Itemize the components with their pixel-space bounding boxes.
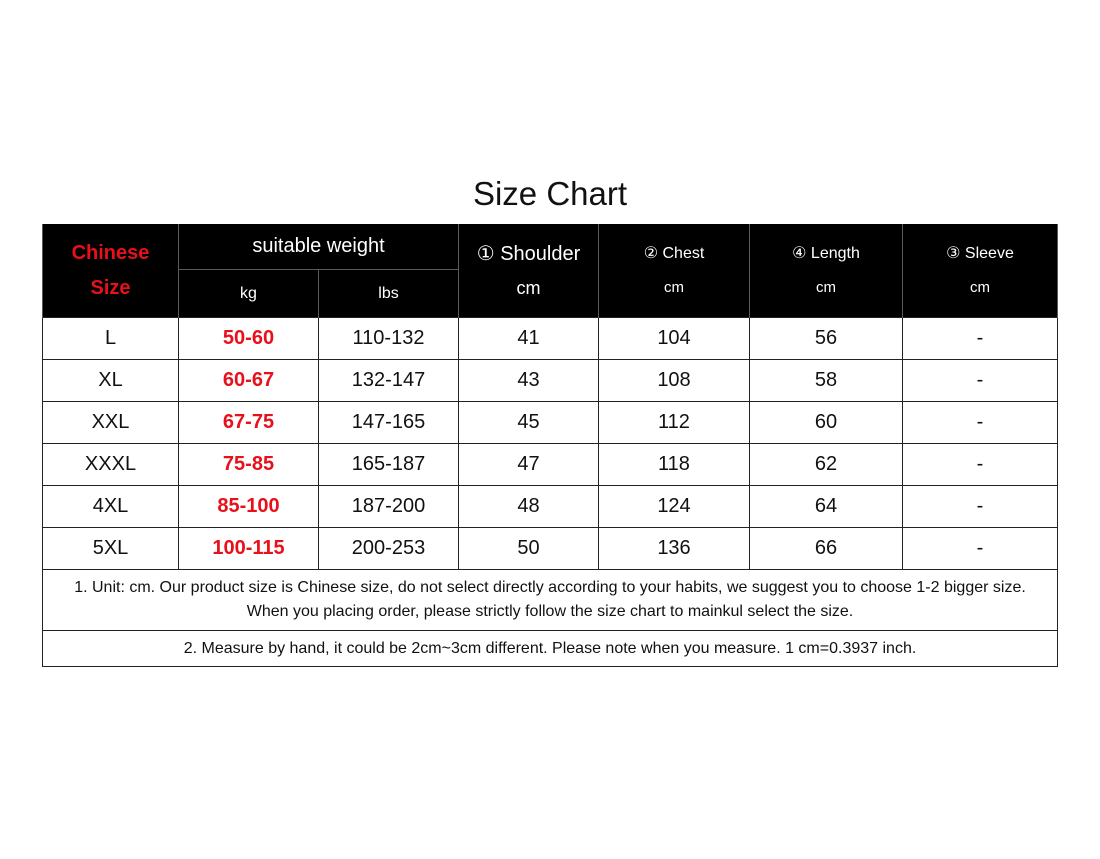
table-header (43, 224, 1058, 318)
header-length-unit: cm (816, 278, 836, 296)
cell-shoulder: 48 (459, 486, 599, 528)
cell-kg: 67-75 (179, 402, 319, 444)
table-body (43, 318, 1058, 667)
cell-length: 64 (750, 486, 903, 528)
header-sleeve (903, 224, 1058, 318)
cell-lbs: 147-165 (319, 402, 459, 444)
table-row (43, 486, 1058, 528)
cell-length: 58 (750, 360, 903, 402)
header-length-label: ④ Length (792, 244, 860, 262)
table-row (43, 444, 1058, 486)
table-row (43, 318, 1058, 360)
cell-sleeve: - (903, 360, 1058, 402)
cell-sleeve: - (903, 486, 1058, 528)
note-row-1 (43, 570, 1058, 631)
table-row (43, 402, 1058, 444)
cell-chest: 118 (599, 444, 750, 486)
cell-shoulder: 50 (459, 528, 599, 570)
cell-kg: 85-100 (179, 486, 319, 528)
note-row-2 (43, 631, 1058, 667)
cell-kg: 75-85 (179, 444, 319, 486)
cell-chest: 104 (599, 318, 750, 360)
cell-sleeve: - (903, 444, 1058, 486)
cell-shoulder: 47 (459, 444, 599, 486)
header-kg: kg (179, 270, 319, 318)
header-shoulder-label: ① Shoulder (476, 242, 581, 265)
header-shoulder (459, 224, 599, 318)
cell-lbs: 132-147 (319, 360, 459, 402)
header-chest (599, 224, 750, 318)
cell-size: XXL (43, 402, 179, 444)
header-lbs: lbs (319, 270, 459, 318)
cell-length: 60 (750, 402, 903, 444)
size-chart-table (42, 224, 1058, 667)
header-size-line2: Size (90, 276, 131, 299)
cell-length: 62 (750, 444, 903, 486)
note-measure-text: 2. Measure by hand, it could be 2cm~3cm different. Please note when you measure. 1 cm=0.3937 inch. (43, 631, 1058, 667)
header-sleeve-label: ③ Sleeve (946, 244, 1014, 262)
header-chest-label: ② Chest (643, 244, 705, 262)
cell-lbs: 165-187 (319, 444, 459, 486)
cell-chest: 108 (599, 360, 750, 402)
cell-shoulder: 45 (459, 402, 599, 444)
cell-sleeve: - (903, 402, 1058, 444)
note-unit-text: 1. Unit: cm. Our product size is Chinese size, do not select directly according to your habits, we suggest you to choose 1-2 bigger size. When you placing order, please strictly follow the size chart to mainkul select the size. (43, 570, 1058, 631)
cell-kg: 60-67 (179, 360, 319, 402)
cell-shoulder: 41 (459, 318, 599, 360)
table-row (43, 528, 1058, 570)
cell-size: L (43, 318, 179, 360)
cell-size: 5XL (43, 528, 179, 570)
cell-length: 66 (750, 528, 903, 570)
cell-chest: 112 (599, 402, 750, 444)
cell-chest: 136 (599, 528, 750, 570)
cell-kg: 100-115 (179, 528, 319, 570)
cell-kg: 50-60 (179, 318, 319, 360)
header-shoulder-unit: cm (516, 277, 541, 298)
cell-lbs: 200-253 (319, 528, 459, 570)
cell-sleeve: - (903, 528, 1058, 570)
header-chinese-size (43, 224, 179, 318)
cell-lbs: 110-132 (319, 318, 459, 360)
cell-length: 56 (750, 318, 903, 360)
cell-shoulder: 43 (459, 360, 599, 402)
header-size-line1: Chinese (71, 241, 150, 264)
cell-lbs: 187-200 (319, 486, 459, 528)
header-sleeve-unit: cm (970, 278, 990, 296)
cell-size: XL (43, 360, 179, 402)
header-chest-unit: cm (664, 278, 684, 296)
header-suitable-weight: suitable weight (179, 224, 459, 270)
page-title: Size Chart (472, 175, 628, 212)
cell-size: XXXL (43, 444, 179, 486)
cell-chest: 124 (599, 486, 750, 528)
header-length (750, 224, 903, 318)
table-row (43, 360, 1058, 402)
cell-sleeve: - (903, 318, 1058, 360)
cell-size: 4XL (43, 486, 179, 528)
